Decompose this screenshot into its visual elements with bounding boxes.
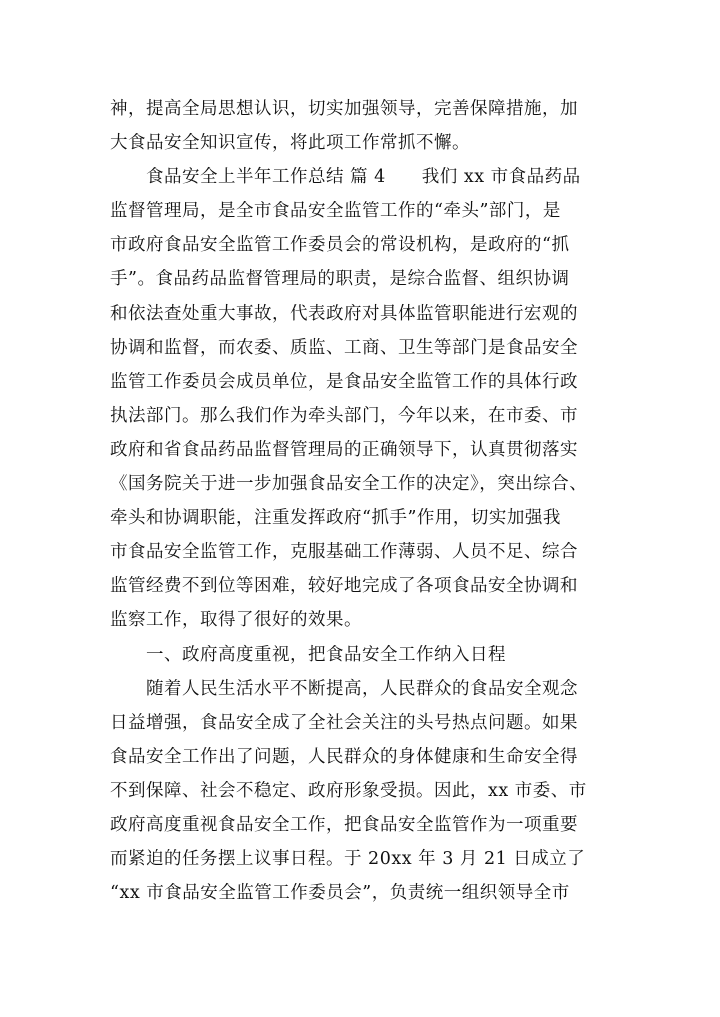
text-line: 协调和监督，而农委、质监、工商、卫生等部门是食品安全 [110, 337, 578, 358]
text-line: 监管工作委员会成员单位，是食品安全监管工作的具体行政 [110, 371, 578, 392]
text-line: 随着人民生活水平不断提高，人民群众的食品安全观念 [110, 678, 578, 699]
text-line: 和依法查处重大事故，代表政府对具体监管职能进行宏观的 [110, 303, 578, 324]
text-line: 监察工作，取得了很好的效果。 [110, 610, 362, 631]
text-line: 而紧迫的任务摆上议事日程。于 20xx 年 3 月 21 日成立了 [110, 849, 586, 870]
text-line: 大食品安全知识宣传，将此项工作常抓不懈。 [110, 133, 470, 154]
text-line: 监督管理局，是全市食品安全监管工作的“牵头”部门，是 [110, 201, 561, 222]
text-line: 神，提高全局思想认识，切实加强领导，完善保障措施，加 [110, 99, 578, 119]
text-line: 日益增强，食品安全成了全社会关注的头号热点问题。如果 [110, 712, 578, 733]
text-line: 手”。食品药品监督管理局的职责，是综合监督、组织协调 [110, 269, 570, 290]
subheading-line: 一、政府高度重视，把食品安全工作纳入日程 [110, 644, 506, 665]
text-line: 市政府食品安全监管工作委员会的常设机构，是政府的“抓 [110, 235, 570, 256]
text-line: 牵头和协调职能，注重发挥政府“抓手”作用，切实加强我 [110, 508, 561, 529]
text-line: 执法部门。那么我们作为牵头部门，今年以来，在市委、市 [110, 405, 578, 426]
text-line: 不到保障、社会不稳定、政府形象受损。因此，xx 市委、市 [110, 780, 587, 801]
section-heading-line: 食品安全上半年工作总结 篇 4 我们 xx 市食品药品 [110, 167, 581, 188]
text-line: 市食品安全监管工作，克服基础工作薄弱、人员不足、综合 [110, 542, 578, 563]
body-text [110, 92, 630, 910]
text-line: 政府高度重视食品安全工作，把食品安全监管作为一项重要 [110, 814, 578, 835]
text-line: 监管经费不到位等困难，较好地完成了各项食品安全协调和 [110, 576, 578, 597]
text-line: 食品安全工作出了问题，人民群众的身体健康和生命安全得 [110, 746, 578, 767]
text-line: 政府和省食品药品监督管理局的正确领导下，认真贯彻落实 [110, 439, 578, 460]
text-line: “xx 市食品安全监管工作委员会”，负责统一组织领导全市 [110, 883, 570, 904]
text-line: 《国务院关于进一步加强食品安全工作的决定》，突出综合、 [110, 474, 588, 495]
